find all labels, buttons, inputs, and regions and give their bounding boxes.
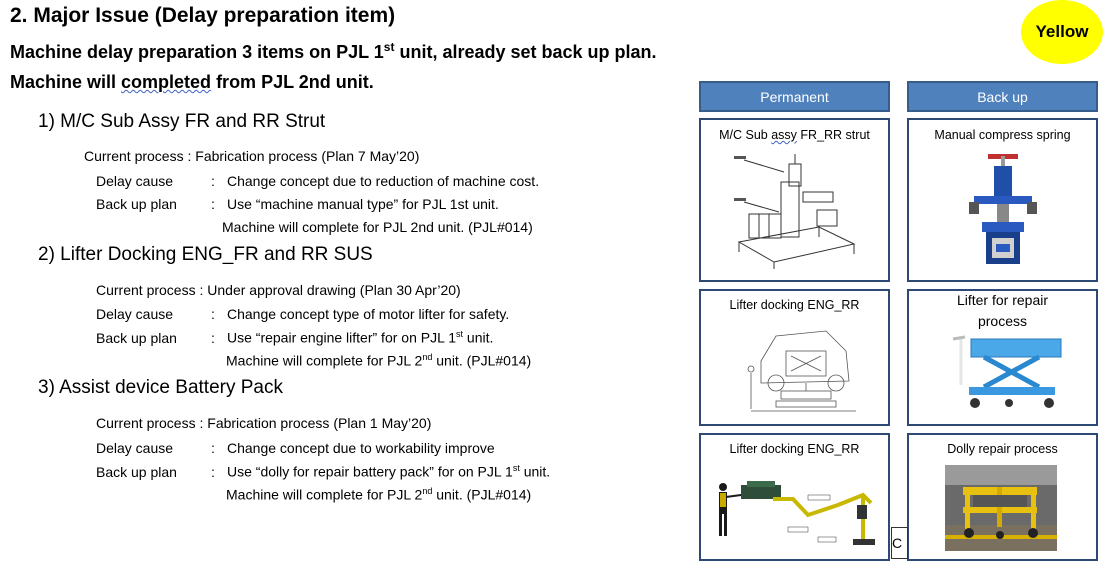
subtitle-line-2: Machine will completed from PJL 2nd unit. [10, 72, 374, 92]
permanent-panel-strut [699, 118, 890, 282]
permanent-caption-3: Lifter docking ENG_RR [729, 442, 860, 456]
permanent-panel-lifter-docking-1 [699, 289, 890, 426]
item-3-current-process: Current process : Fabrication process (Plan 1 May’20) [96, 415, 432, 431]
item-2-title: 2) Lifter Docking ENG_FR and RR SUS [38, 244, 373, 265]
item-1-backup-row: Back up plan : Use “machine manual type” for PJL 1st unit. [96, 196, 499, 212]
car-lifter-drawing [741, 321, 866, 421]
item-3-delay-row: Delay cause : Change concept due to workability improve [96, 440, 495, 456]
status-badge: Yellow [1021, 0, 1103, 64]
spring-compressor-image [964, 152, 1044, 270]
backup-caption-2: Lifter for repair process [956, 292, 1049, 329]
permanent-caption-1: M/C Sub assy FR_RR strut [719, 128, 870, 142]
subtitle-line-1: Machine delay preparation 3 items on PJL 1st unit, already set back up plan. [10, 40, 657, 62]
backup-panel-repair-lifter [907, 289, 1098, 426]
strut-machine-drawing [729, 152, 859, 270]
backup-caption-3: Dolly repair process [947, 442, 1058, 456]
assist-arm-drawing [713, 475, 888, 555]
permanent-caption-2: Lifter docking ENG_RR [729, 298, 860, 312]
item-3-backup-row-2: Machine will complete for PJL 2nd unit. (PJL#014) [226, 486, 532, 503]
item-1-title: 1) M/C Sub Assy FR and RR Strut [38, 111, 326, 132]
item-2-backup-row-2: Machine will complete for PJL 2nd unit. (PJL#014) [226, 352, 532, 369]
item-2-delay-row: Delay cause : Change concept type of motor lifter for safety. [96, 306, 510, 322]
item-3-backup-row: Back up plan : Use “dolly for repair battery pack” for on PJL 1st unit. [96, 463, 551, 480]
backup-caption-1: Manual compress spring [934, 128, 1071, 142]
item-2-current-process: Current process : Under approval drawing (Plan 30 Apr’20) [96, 282, 461, 298]
permanent-panel-lifter-docking-2 [699, 433, 890, 561]
partial-text-box: C [891, 527, 908, 559]
item-2-backup-row: Back up plan : Use “repair engine lifter” for on PJL 1st unit. [96, 329, 494, 346]
backup-panel-compress-spring [907, 118, 1098, 282]
backup-header: Back up [907, 81, 1098, 112]
backup-panel-dolly [907, 433, 1098, 561]
item-1-delay-row: Delay cause : Change concept due to reduction of machine cost. [96, 173, 540, 189]
item-1-backup-row-2: Machine will complete for PJL 2nd unit. (PJL#014) [222, 219, 533, 235]
item-1-current-process: Current process : Fabrication process (Plan 7 May’20) [84, 148, 420, 164]
permanent-header: Permanent [699, 81, 890, 112]
scissor-lift-image [949, 335, 1064, 413]
page-title: 2. Major Issue (Delay preparation item) [10, 4, 396, 27]
dolly-photo [945, 465, 1057, 551]
item-3-title: 3) Assist device Battery Pack [38, 377, 283, 398]
